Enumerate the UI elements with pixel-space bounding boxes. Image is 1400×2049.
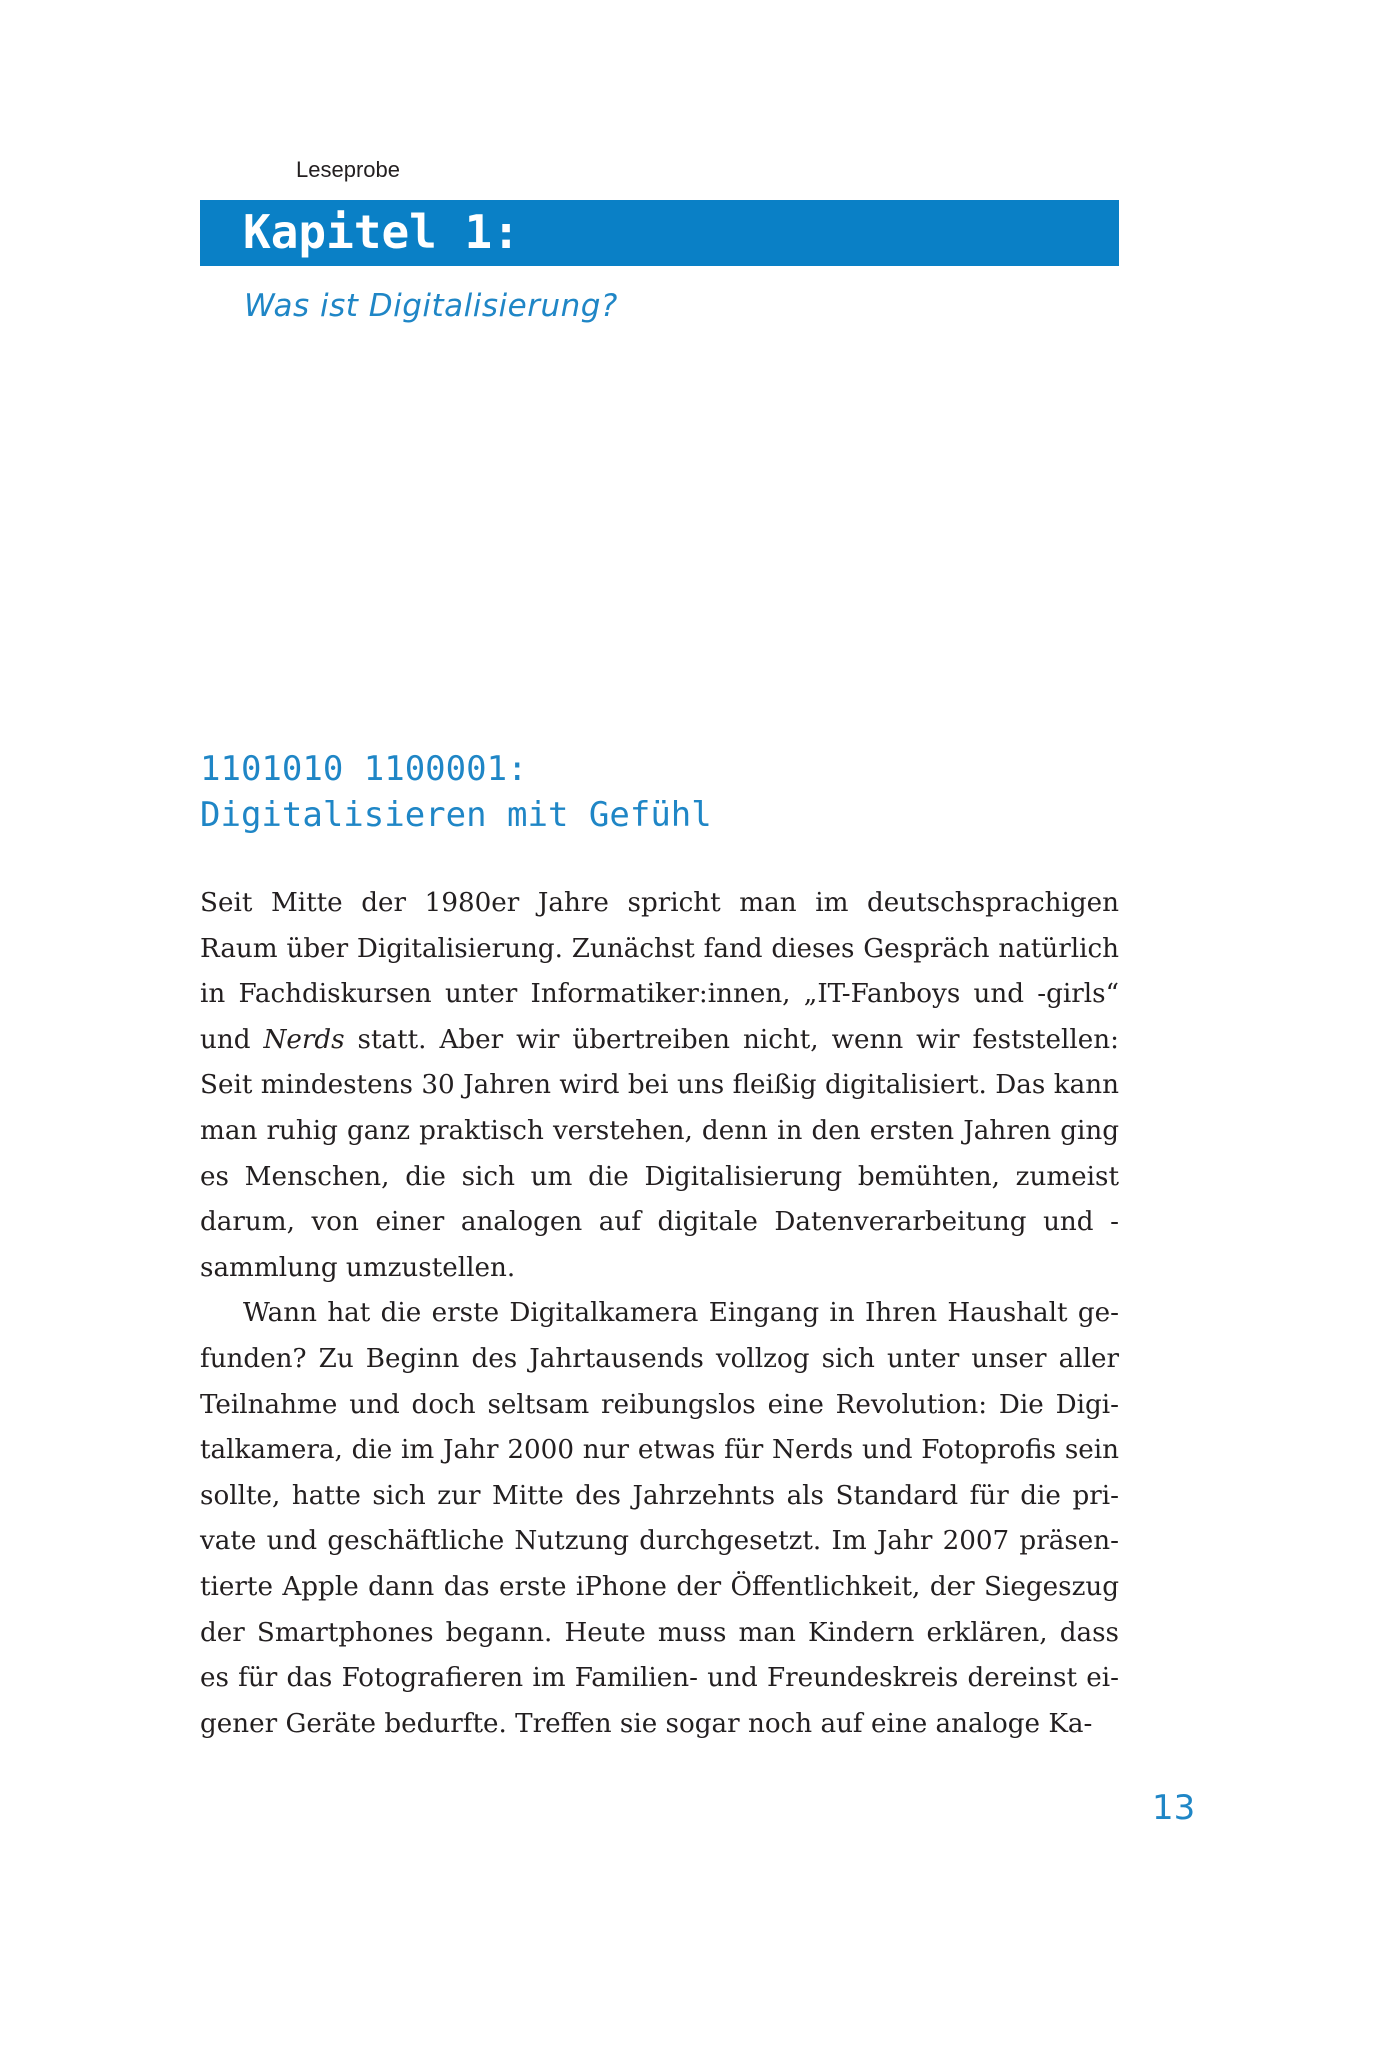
paragraph-1-start: Seit Mitte der 1980er Jahre spricht man im deutschsprachigen Raum über Digitalisierung. Zunächst fand dieses Gespräch natürlich in Fachdiskursen unter Informatiker:innen, „IT-Fanboys und -girls“ und bbox=[200, 888, 1119, 1055]
section-heading bbox=[200, 746, 712, 838]
section-heading-line-1: 1101010 1100001: bbox=[200, 749, 528, 789]
page-number: 13 bbox=[1152, 1788, 1196, 1828]
chapter-title-bar bbox=[200, 200, 1119, 266]
paragraph-1-end: statt. Aber wir übertreiben nicht, wenn wir feststellen: Seit mindestens 30 Jahren wird bei uns fleißig digitalisiert. Das kann man ruhig ganz praktisch verstehen, denn in den ersten Jahren ging es Menschen, die sich um die Digitalisierung bemühten, zumeist darum, von einer analogen auf digitale Datenverarbeitung und -sammlung umzustellen. bbox=[200, 1024, 1119, 1283]
chapter-title: Kapitel 1: bbox=[243, 205, 520, 259]
leseprobe-label: Leseprobe bbox=[296, 157, 400, 182]
chapter-subtitle: Was ist Digitalisierung? bbox=[244, 288, 618, 324]
body-text bbox=[200, 881, 1119, 1747]
paragraph-1 bbox=[200, 881, 1119, 1291]
section-heading-line-2: Digitalisieren mit Gefühl bbox=[200, 795, 712, 835]
paragraph-2: Wann hat die erste Digitalkamera Eingang in Ihren Haushalt gefunden? Zu Beginn des Jahrtausends vollzog sich unter unser aller Teilnahme und doch seltsam reibungslos eine Revolution: Die Digitalkamera, die im Jahr 2000 nur etwas für Nerds und Fotoprofis sein sollte, hatte sich zur Mitte des Jahrzehnts als Standard für die private und geschäftliche Nutzung durchgesetzt. Im Jahr 2007 präsentierte Apple dann das erste iPhone der Öffentlichkeit, der Siegeszug der Smartphones begann. Heute muss man Kindern erklären, dass es für das Fotografieren im Familien- und Freundeskreis dereinst eigener Geräte bedurfte. Treffen sie sogar noch auf eine analoge Ka- bbox=[200, 1298, 1119, 1739]
paragraph-1-emphasis: Nerds bbox=[263, 1024, 345, 1055]
